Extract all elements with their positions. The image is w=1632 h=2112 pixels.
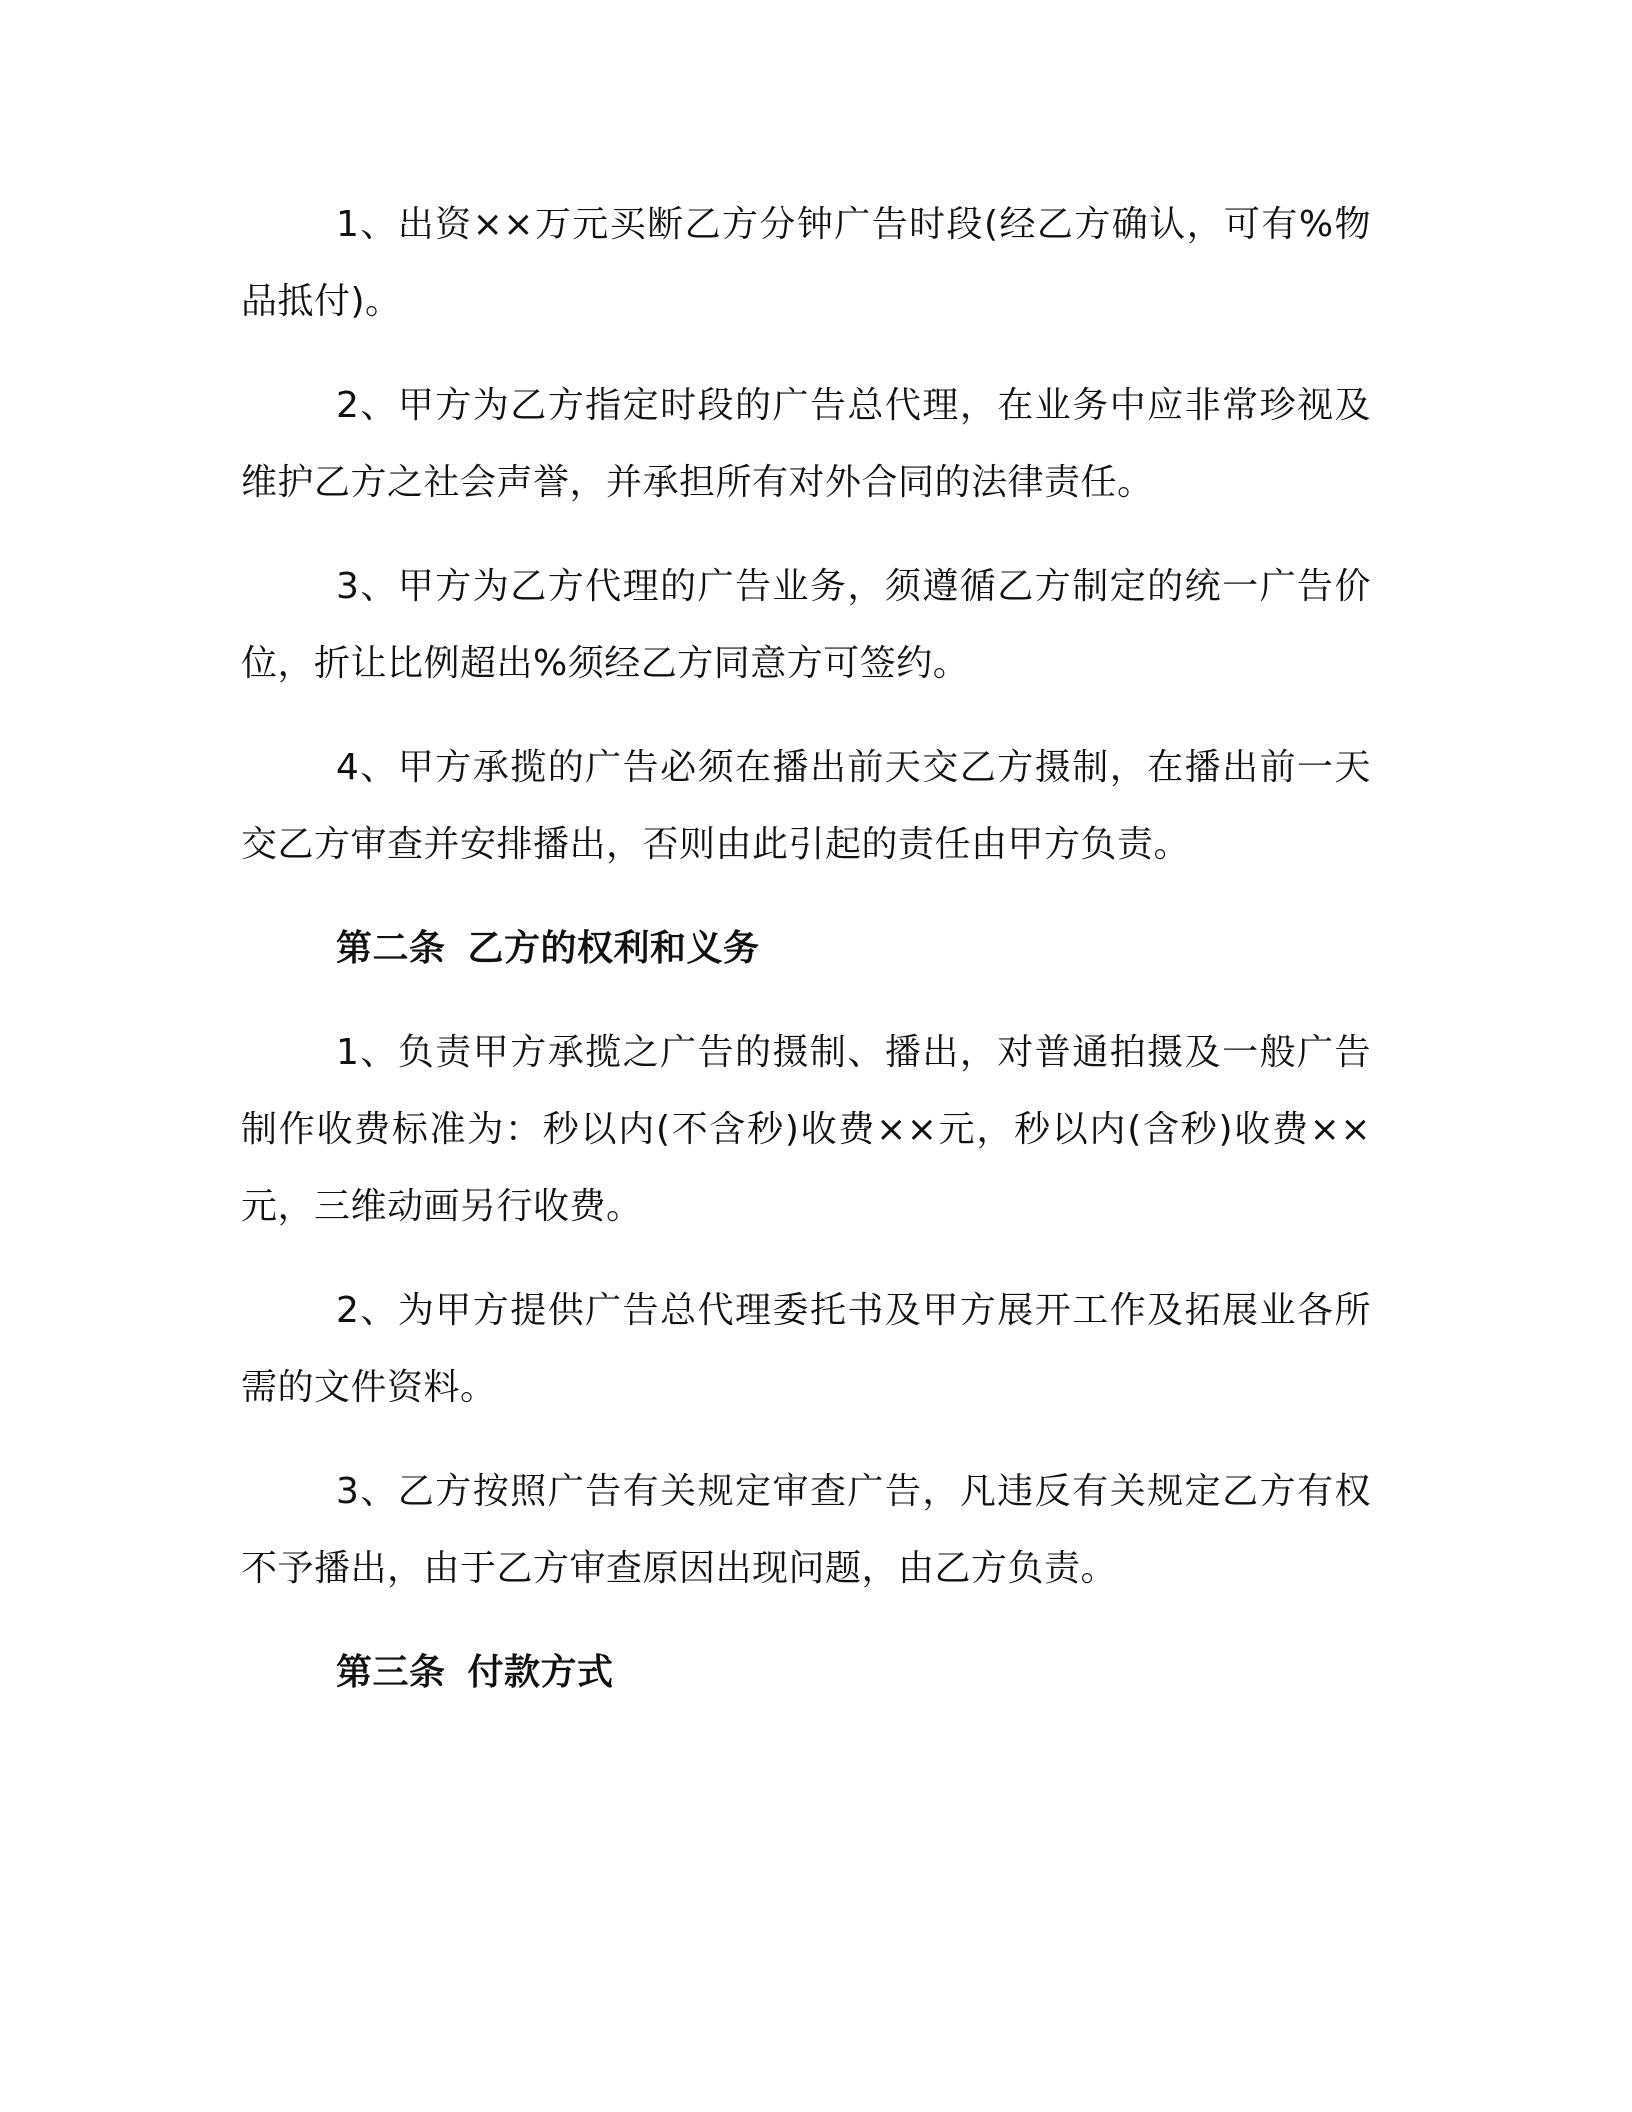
clause-a4: 4、甲方承揽的广告必须在播出前天交乙方摄制，在播出前一天交乙方审查并安排播出，否则由此引起的责任由甲方负责。 <box>241 747 1371 865</box>
clause-a3: 3、甲方为乙方代理的广告业务，须遵循乙方制定的统一广告价位，折让比例超出%须经乙方同意方可签约。 <box>241 566 1371 684</box>
article-3-heading <box>241 1634 1371 1711</box>
article-3-title: 付款方式 <box>467 1652 614 1693</box>
clause-a2: 2、甲方为乙方指定时段的广告总代理，在业务中应非常珍视及维护乙方之社会声誉，并承担所有对外合同的法律责任。 <box>241 385 1371 503</box>
clause-b3: 3、乙方按照广告有关规定审查广告，凡违反有关规定乙方有权不予播出，由于乙方审查原因出现问题，由乙方负责。 <box>241 1471 1371 1589</box>
article-2-number: 第二条 <box>336 928 446 969</box>
clause-a1: 1、出资××万元买断乙方分钟广告时段(经乙方确认，可有%物品抵付)。 <box>241 204 1371 322</box>
clause-b2: 2、为甲方提供广告总代理委托书及甲方展开工作及拓展业各所需的文件资料。 <box>241 1290 1371 1408</box>
document-body <box>241 186 1371 1738</box>
clause-b1: 1、负责甲方承揽之广告的摄制、播出，对普通拍摄及一般广告制作收费标准为：秒以内(不含秒)收费××元，秒以内(含秒)收费××元，三维动画另行收费。 <box>241 1032 1371 1227</box>
article-2-heading <box>241 910 1371 987</box>
article-2-title: 乙方的权利和义务 <box>467 928 760 969</box>
article-3-number: 第三条 <box>336 1652 446 1693</box>
